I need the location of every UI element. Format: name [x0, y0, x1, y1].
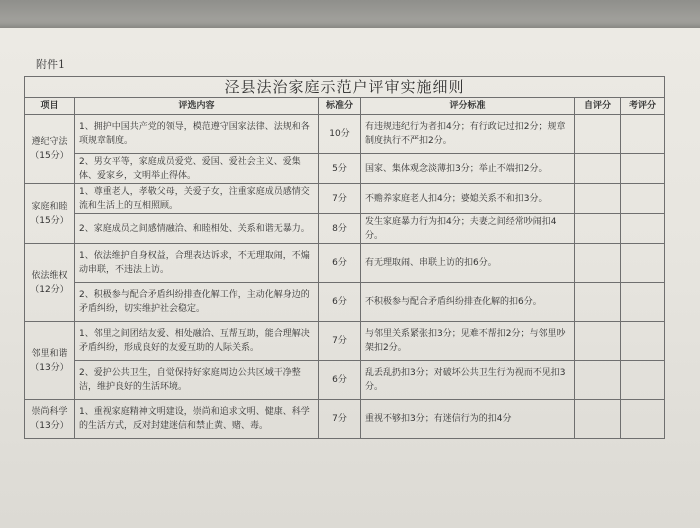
- item-score: （15分）: [30, 151, 69, 161]
- table-row: [25, 244, 665, 283]
- content-cell: 2、男女平等，家庭成员爱党、爱国、爱社会主义、爱集体、爱家乡，文明举止得体。: [75, 154, 319, 184]
- review-score-cell[interactable]: [621, 154, 665, 184]
- content-cell: 1、拥护中国共产党的领导，模范遵守国家法律、法规和各项规章制度。: [75, 115, 319, 154]
- self-score-cell[interactable]: [575, 115, 621, 154]
- score-cell: 8分: [319, 214, 361, 244]
- score-cell: 6分: [319, 361, 361, 400]
- table-row: [25, 283, 665, 322]
- score-cell: 7分: [319, 184, 361, 214]
- item-cell-rights: [25, 244, 75, 322]
- criteria-cell: 不积极参与配合矛盾纠纷排查化解的扣6分。: [361, 283, 575, 322]
- table-row: [25, 115, 665, 154]
- header-standard-score: 标准分: [319, 98, 361, 115]
- content-cell: 2、积极参与配合矛盾纠纷排查化解工作，主动化解身边的矛盾纠纷，切实维护社会稳定。: [75, 283, 319, 322]
- table-row: [25, 361, 665, 400]
- criteria-cell: 有违规违纪行为者扣4分；有行政记过扣2分；规章制度执行不严扣2分。: [361, 115, 575, 154]
- header-criteria: 评分标准: [361, 98, 575, 115]
- header-self-score: 自评分: [575, 98, 621, 115]
- criteria-cell: 重视不够扣3分；有迷信行为的扣4分: [361, 400, 575, 439]
- item-score: （15分）: [30, 215, 69, 226]
- table-row: [25, 400, 665, 439]
- item-cell-neighbors: [25, 322, 75, 400]
- content-cell: 1、依法维护自身权益，合理表达诉求，不无理取闹，不煽动串联，不违法上访。: [75, 244, 319, 283]
- criteria-cell: 发生家庭暴力行为扣4分；夫妻之间经常吵闹扣4分。: [361, 214, 575, 244]
- self-score-cell[interactable]: [575, 244, 621, 283]
- item-name: 依法维权: [31, 270, 68, 281]
- content-cell: 1、重视家庭精神文明建设，崇尚和追求文明、健康、科学的生活方式，反对封建迷信和禁止黄、赌、毒。: [75, 400, 319, 439]
- self-score-cell[interactable]: [575, 322, 621, 361]
- self-score-cell[interactable]: [575, 184, 621, 214]
- review-score-cell[interactable]: [621, 400, 665, 439]
- score-cell: 6分: [319, 244, 361, 283]
- header-content: 评选内容: [75, 98, 319, 115]
- criteria-cell: 国家、集体观念淡薄扣3分；举止不端扣2分。: [361, 154, 575, 184]
- table-row: [25, 214, 665, 244]
- item-name: 遵纪守法: [31, 137, 68, 147]
- criteria-cell: 乱丢乱扔扣3分；对破坏公共卫生行为视而不见扣3分。: [361, 361, 575, 400]
- score-cell: 10分: [319, 115, 361, 154]
- self-score-cell[interactable]: [575, 154, 621, 184]
- self-score-cell[interactable]: [575, 283, 621, 322]
- criteria-cell: 不赡养家庭老人扣4分；婆媳关系不和扣3分。: [361, 184, 575, 214]
- content-cell: 1、邻里之间团结友爱、相处融洽、互帮互助，能合理解决矛盾纠纷，形成良好的友爱互助的人际关系。: [75, 322, 319, 361]
- content-cell: 1、尊重老人，孝敬父母，关爱子女，注重家庭成员感情交流和生活上的互相照顾。: [75, 184, 319, 214]
- item-cell-family: [25, 184, 75, 244]
- review-score-cell[interactable]: [621, 361, 665, 400]
- score-cell: 7分: [319, 322, 361, 361]
- item-name: 崇尚科学: [31, 407, 68, 417]
- item-name: 家庭和睦: [31, 201, 68, 212]
- table-title: 泾县法治家庭示范户评审实施细则: [25, 77, 665, 98]
- item-score: （13分）: [30, 421, 69, 431]
- self-score-cell[interactable]: [575, 214, 621, 244]
- review-score-cell[interactable]: [621, 115, 665, 154]
- self-score-cell[interactable]: [575, 400, 621, 439]
- review-score-cell[interactable]: [621, 322, 665, 361]
- score-cell: 5分: [319, 154, 361, 184]
- table-row: [25, 322, 665, 361]
- review-score-cell[interactable]: [621, 214, 665, 244]
- self-score-cell[interactable]: [575, 361, 621, 400]
- table-header-row: [25, 98, 665, 115]
- attachment-label: 附件1: [36, 58, 65, 71]
- item-cell-law: [25, 115, 75, 184]
- review-score-cell[interactable]: [621, 283, 665, 322]
- review-score-cell[interactable]: [621, 244, 665, 283]
- table-row: [25, 184, 665, 214]
- item-name: 邻里和谐: [31, 348, 68, 359]
- score-cell: 6分: [319, 283, 361, 322]
- evaluation-table: [24, 76, 665, 439]
- item-score: （13分）: [30, 362, 69, 373]
- header-item: 项目: [25, 98, 75, 115]
- item-cell-science: [25, 400, 75, 439]
- content-cell: 2、爱护公共卫生，自觉保持好家庭周边公共区域干净整洁，维护良好的生活环境。: [75, 361, 319, 400]
- score-cell: 7分: [319, 400, 361, 439]
- content-cell: 2、家庭成员之间感情融洽、和睦相处、关系和谐无暴力。: [75, 214, 319, 244]
- criteria-cell: 有无理取闹、串联上访的扣6分。: [361, 244, 575, 283]
- header-review-score: 考评分: [621, 98, 665, 115]
- criteria-cell: 与邻里关系紧张扣3分；见难不帮扣2分；与邻里吵架扣2分。: [361, 322, 575, 361]
- review-score-cell[interactable]: [621, 184, 665, 214]
- item-score: （12分）: [30, 284, 69, 295]
- table-row: [25, 154, 665, 184]
